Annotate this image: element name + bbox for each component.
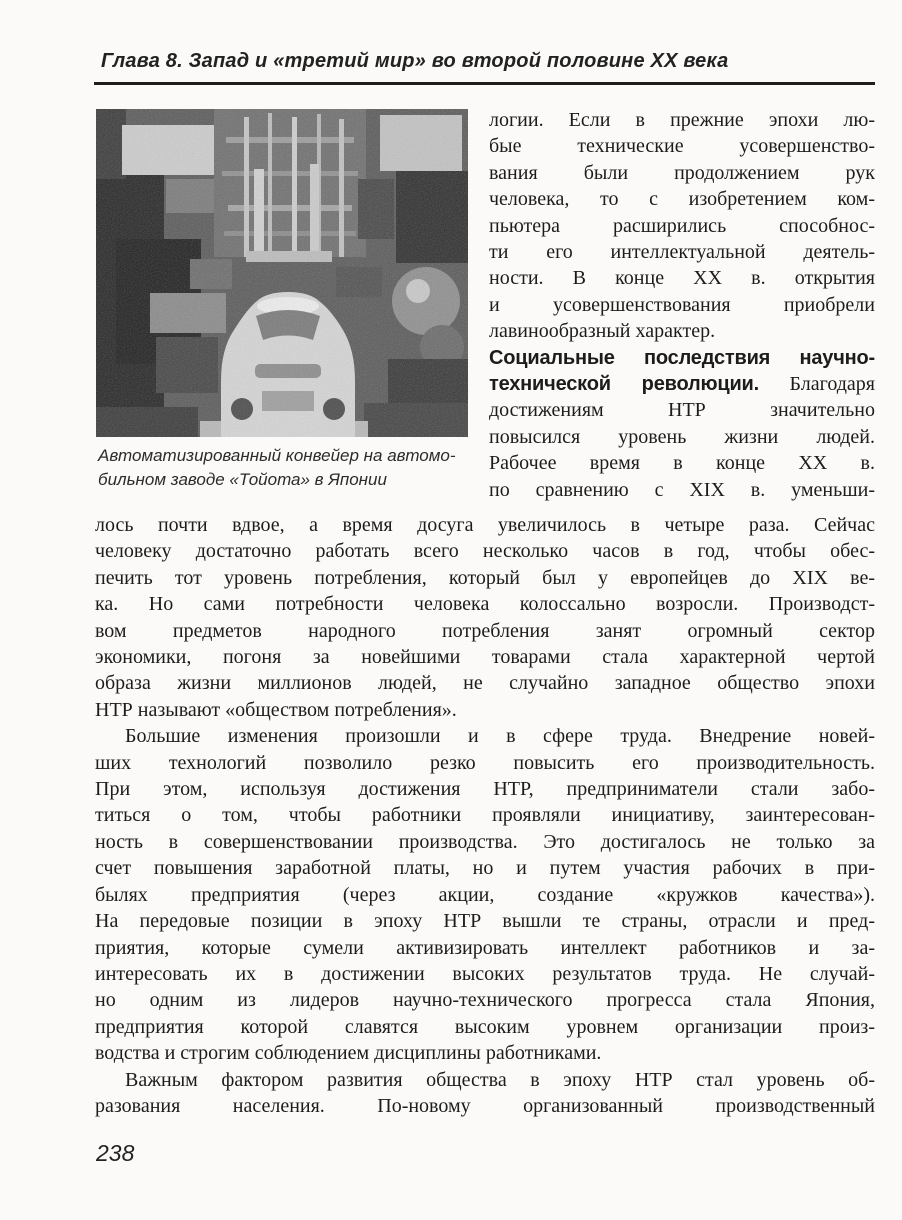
- page-number: 238: [96, 1140, 135, 1166]
- header-rule: [94, 82, 875, 85]
- chapter-header: Глава 8. Запад и «третий мир» во второй половине XX века: [101, 50, 729, 72]
- figure-caption: Автоматизированный конвейер на автомо- бильном заводе «Тойота» в Японии: [98, 446, 456, 489]
- factory-photo: [96, 109, 468, 437]
- body-text: лось почти вдвое, а время досуга увеличилось в четыре раза. Сейчас человеку достаточно работать всего несколько часов в год, чтобы обес- печить тот уровень потребления, который был у европейцев до XIX ве- ка. Но сами потребности человека колоссально возросли. Производст- вом предметов народного потребления занят огромный сектор экономики, погоня за новейшими товарами стала характерной чертой образа жизни миллионов людей, не случайно западное общество эпохи НТР называют «обществом потребления». Большие изменения произошли и в сфере труда. Внедрение новей- ших технологий позволило резко повысить его производительность. При этом, используя достижения НТР, предприниматели стали забо- титься о том, чтобы работники проявляли инициативу, заинтересован- ность в совершенствовании производства. Это достигалось не только за счет повышения заработной платы, но и путем участия рабочих в при- былях предприятия (через акции, создание «кружков качества»). На передовые позиции в эпоху НТР вышли те страны, отрасли и пред- приятия, которые сумели активизировать интеллект работников и за- интересовать их в достижении высоких результатов труда. Не случай- но одним из лидеров научно-технического прогресса стала Япония, предприятия которой славятся высоким уровнем организации произ- водства и строгим соблюдением дисциплины работниками. Важным фактором развития общества в эпоху НТР стал уровень об- разования населения. По-новому организованный производственный: [95, 514, 875, 1117]
- right-column-text: логии. Если в прежние эпохи лю- бые технические усовершенство- вания были продолжением рук человека, то с изобретением ком- пьютера расширились способнос- ти его интеллектуальной деятель- ности. В конце XX в. открытия и усовершенствования приобрели лавинообразный характер. Социальные последствия научно- технической революции. Благодаря достижениям НТР значительно повысился уровень жизни людей. Рабочее время в конце XX в. по сравнению с XIX в. уменьши-: [489, 109, 875, 501]
